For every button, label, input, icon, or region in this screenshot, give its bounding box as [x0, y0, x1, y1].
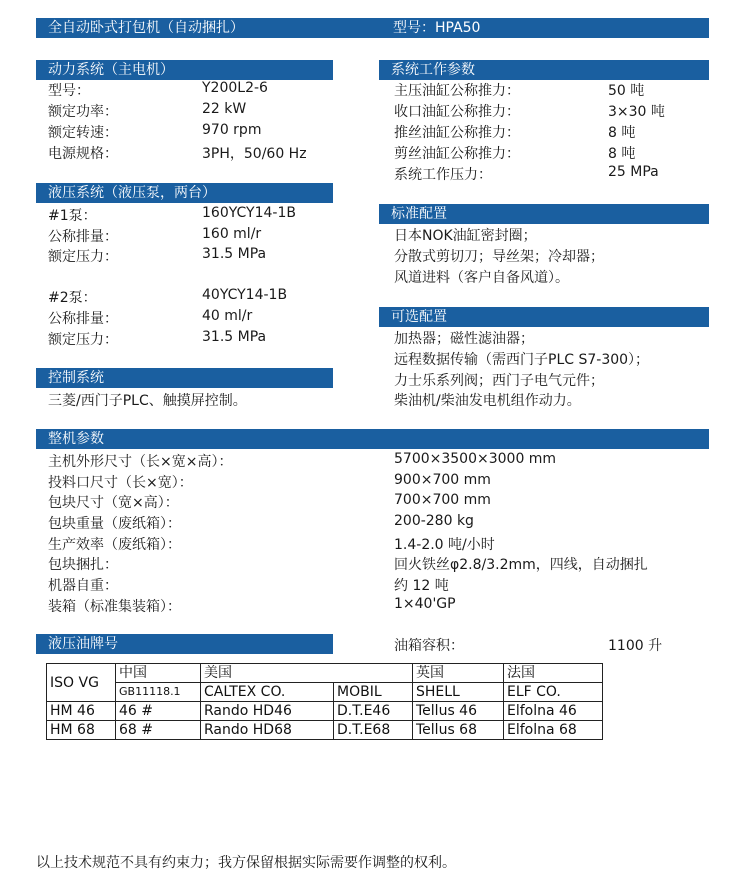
machine-label: 包块重量（废纸箱）：	[48, 516, 181, 532]
work-label: 主压油缸公称推力：	[394, 83, 520, 99]
machine-value: 5700×3500×3000 mm	[394, 451, 557, 467]
hydraulic-label: 额定压力：	[48, 249, 118, 265]
control-text: 三菱/西门子PLC、触摸屏控制。	[48, 393, 247, 409]
hydraulic-label: 公称排量：	[48, 229, 118, 245]
machine-value: 700×700 mm	[394, 492, 491, 508]
product-title: 全自动卧式打包机（自动捆扎）	[36, 18, 333, 38]
china-standard: GB11118.1	[116, 683, 201, 702]
machine-value: 900×700 mm	[394, 472, 491, 488]
work-value: 25 MPa	[608, 164, 659, 180]
table-cell: D.T.E68	[334, 721, 413, 740]
caltex-header: CALTEX CO.	[201, 683, 334, 702]
machine-label: 包块捆扎：	[48, 557, 118, 573]
table-cell: HM 46	[47, 702, 116, 721]
china-header: 中国	[116, 664, 201, 683]
table-cell: 46 #	[116, 702, 201, 721]
hydraulic-label: 公称排量：	[48, 311, 118, 327]
hydraulic-section-title: 液压系统（液压泵，两台）	[36, 183, 333, 203]
table-cell: Elfolna 46	[504, 702, 603, 721]
elf-header: ELF CO.	[504, 683, 603, 702]
work-label: 收口油缸公称推力：	[394, 104, 520, 120]
power-value: Y200L2-6	[202, 80, 268, 96]
machine-value: 1.4-2.0 吨/小时	[394, 537, 495, 553]
optional-line: 力士乐系列阀；西门子电气元件；	[394, 373, 604, 389]
optional-section-title: 可选配置	[379, 307, 709, 327]
tank-capacity-value: 1100 升	[608, 638, 663, 654]
power-value: 3PH，50/60 Hz	[202, 146, 307, 162]
table-cell: 68 #	[116, 721, 201, 740]
hydraulic-label: #1泵：	[48, 208, 97, 224]
standard-line: 风道进料（客户自备风道）。	[394, 270, 569, 286]
work-value: 50 吨	[608, 83, 645, 99]
france-header: 法国	[504, 664, 603, 683]
machine-label: 生产效率（废纸箱）：	[48, 537, 181, 553]
work-value: 3×30 吨	[608, 104, 665, 120]
machine-label: 机器自重：	[48, 578, 118, 594]
table-row	[47, 702, 603, 721]
hydraulic-value: 160 ml/r	[202, 226, 262, 242]
work-label: 系统工作压力：	[394, 167, 492, 183]
power-section-title: 动力系统（主电机）	[36, 60, 333, 80]
power-value: 22 kW	[202, 101, 247, 117]
work-label: 剪丝油缸公称推力：	[394, 146, 520, 162]
machine-value: 约 12 吨	[394, 578, 449, 594]
machine-value: 1×40'GP	[394, 596, 456, 612]
hydraulic-value: 31.5 MPa	[202, 246, 267, 262]
standard-line: 日本NOK油缸密封圈；	[394, 228, 537, 244]
table-row	[47, 721, 603, 740]
power-label: 额定功率：	[48, 104, 118, 120]
optional-line: 远程数据传输（需西门子PLC S7-300）；	[394, 352, 650, 368]
table-cell: Tellus 46	[413, 702, 504, 721]
machine-label: 主机外形尺寸（长×宽×高）：	[48, 454, 233, 470]
oil-brand-table	[46, 663, 603, 740]
optional-line: 柴油机/柴油发电机组作动力。	[394, 393, 581, 409]
hydraulic-value: 40 ml/r	[202, 308, 253, 324]
oil-section-title: 液压油牌号	[36, 634, 333, 654]
machine-section-title: 整机参数	[36, 429, 709, 449]
work-value: 8 吨	[608, 146, 636, 162]
model-number: 型号：HPA50	[333, 18, 709, 38]
standard-section-title: 标准配置	[379, 204, 709, 224]
uk-header: 英国	[413, 664, 504, 683]
machine-label: 装箱（标准集装箱）：	[48, 599, 181, 615]
table-cell: Rando HD68	[201, 721, 334, 740]
usa-header: 美国	[201, 664, 413, 683]
hydraulic-label: 额定压力：	[48, 332, 118, 348]
hydraulic-value: 160YCY14-1B	[202, 205, 296, 221]
standard-line: 分散式剪切刀；导丝架；冷却器；	[394, 249, 604, 265]
control-section-title: 控制系统	[36, 368, 333, 388]
table-cell: HM 68	[47, 721, 116, 740]
power-label: 额定转速：	[48, 125, 118, 141]
mobil-header: MOBIL	[334, 683, 413, 702]
optional-line: 加热器；磁性滤油器；	[394, 331, 534, 347]
machine-label: 包块尺寸（宽×高）：	[48, 495, 179, 511]
work-value: 8 吨	[608, 125, 636, 141]
machine-label: 投料口尺寸（长×宽）：	[48, 475, 193, 491]
table-cell: Tellus 68	[413, 721, 504, 740]
power-value: 970 rpm	[202, 122, 262, 138]
work-section-title: 系统工作参数	[379, 60, 709, 80]
disclaimer: 以上技术规范不具有约束力；我方保留根据实际需要作调整的权利。	[36, 855, 456, 871]
hydraulic-label: #2泵：	[48, 290, 97, 306]
machine-value: 回火铁丝φ2.8/3.2mm，四线，自动捆扎	[394, 557, 648, 573]
hydraulic-value: 40YCY14-1B	[202, 287, 288, 303]
work-label: 推丝油缸公称推力：	[394, 125, 520, 141]
table-cell: Rando HD46	[201, 702, 334, 721]
tank-capacity-label: 油箱容积：	[394, 638, 464, 654]
power-label: 电源规格：	[48, 146, 118, 162]
shell-header: SHELL	[413, 683, 504, 702]
hydraulic-value: 31.5 MPa	[202, 329, 267, 345]
power-label: 型号：	[48, 83, 90, 99]
machine-value: 200-280 kg	[394, 513, 474, 529]
iso-vg-header: ISO VG	[47, 664, 116, 702]
table-cell: Elfolna 68	[504, 721, 603, 740]
table-cell: D.T.E46	[334, 702, 413, 721]
